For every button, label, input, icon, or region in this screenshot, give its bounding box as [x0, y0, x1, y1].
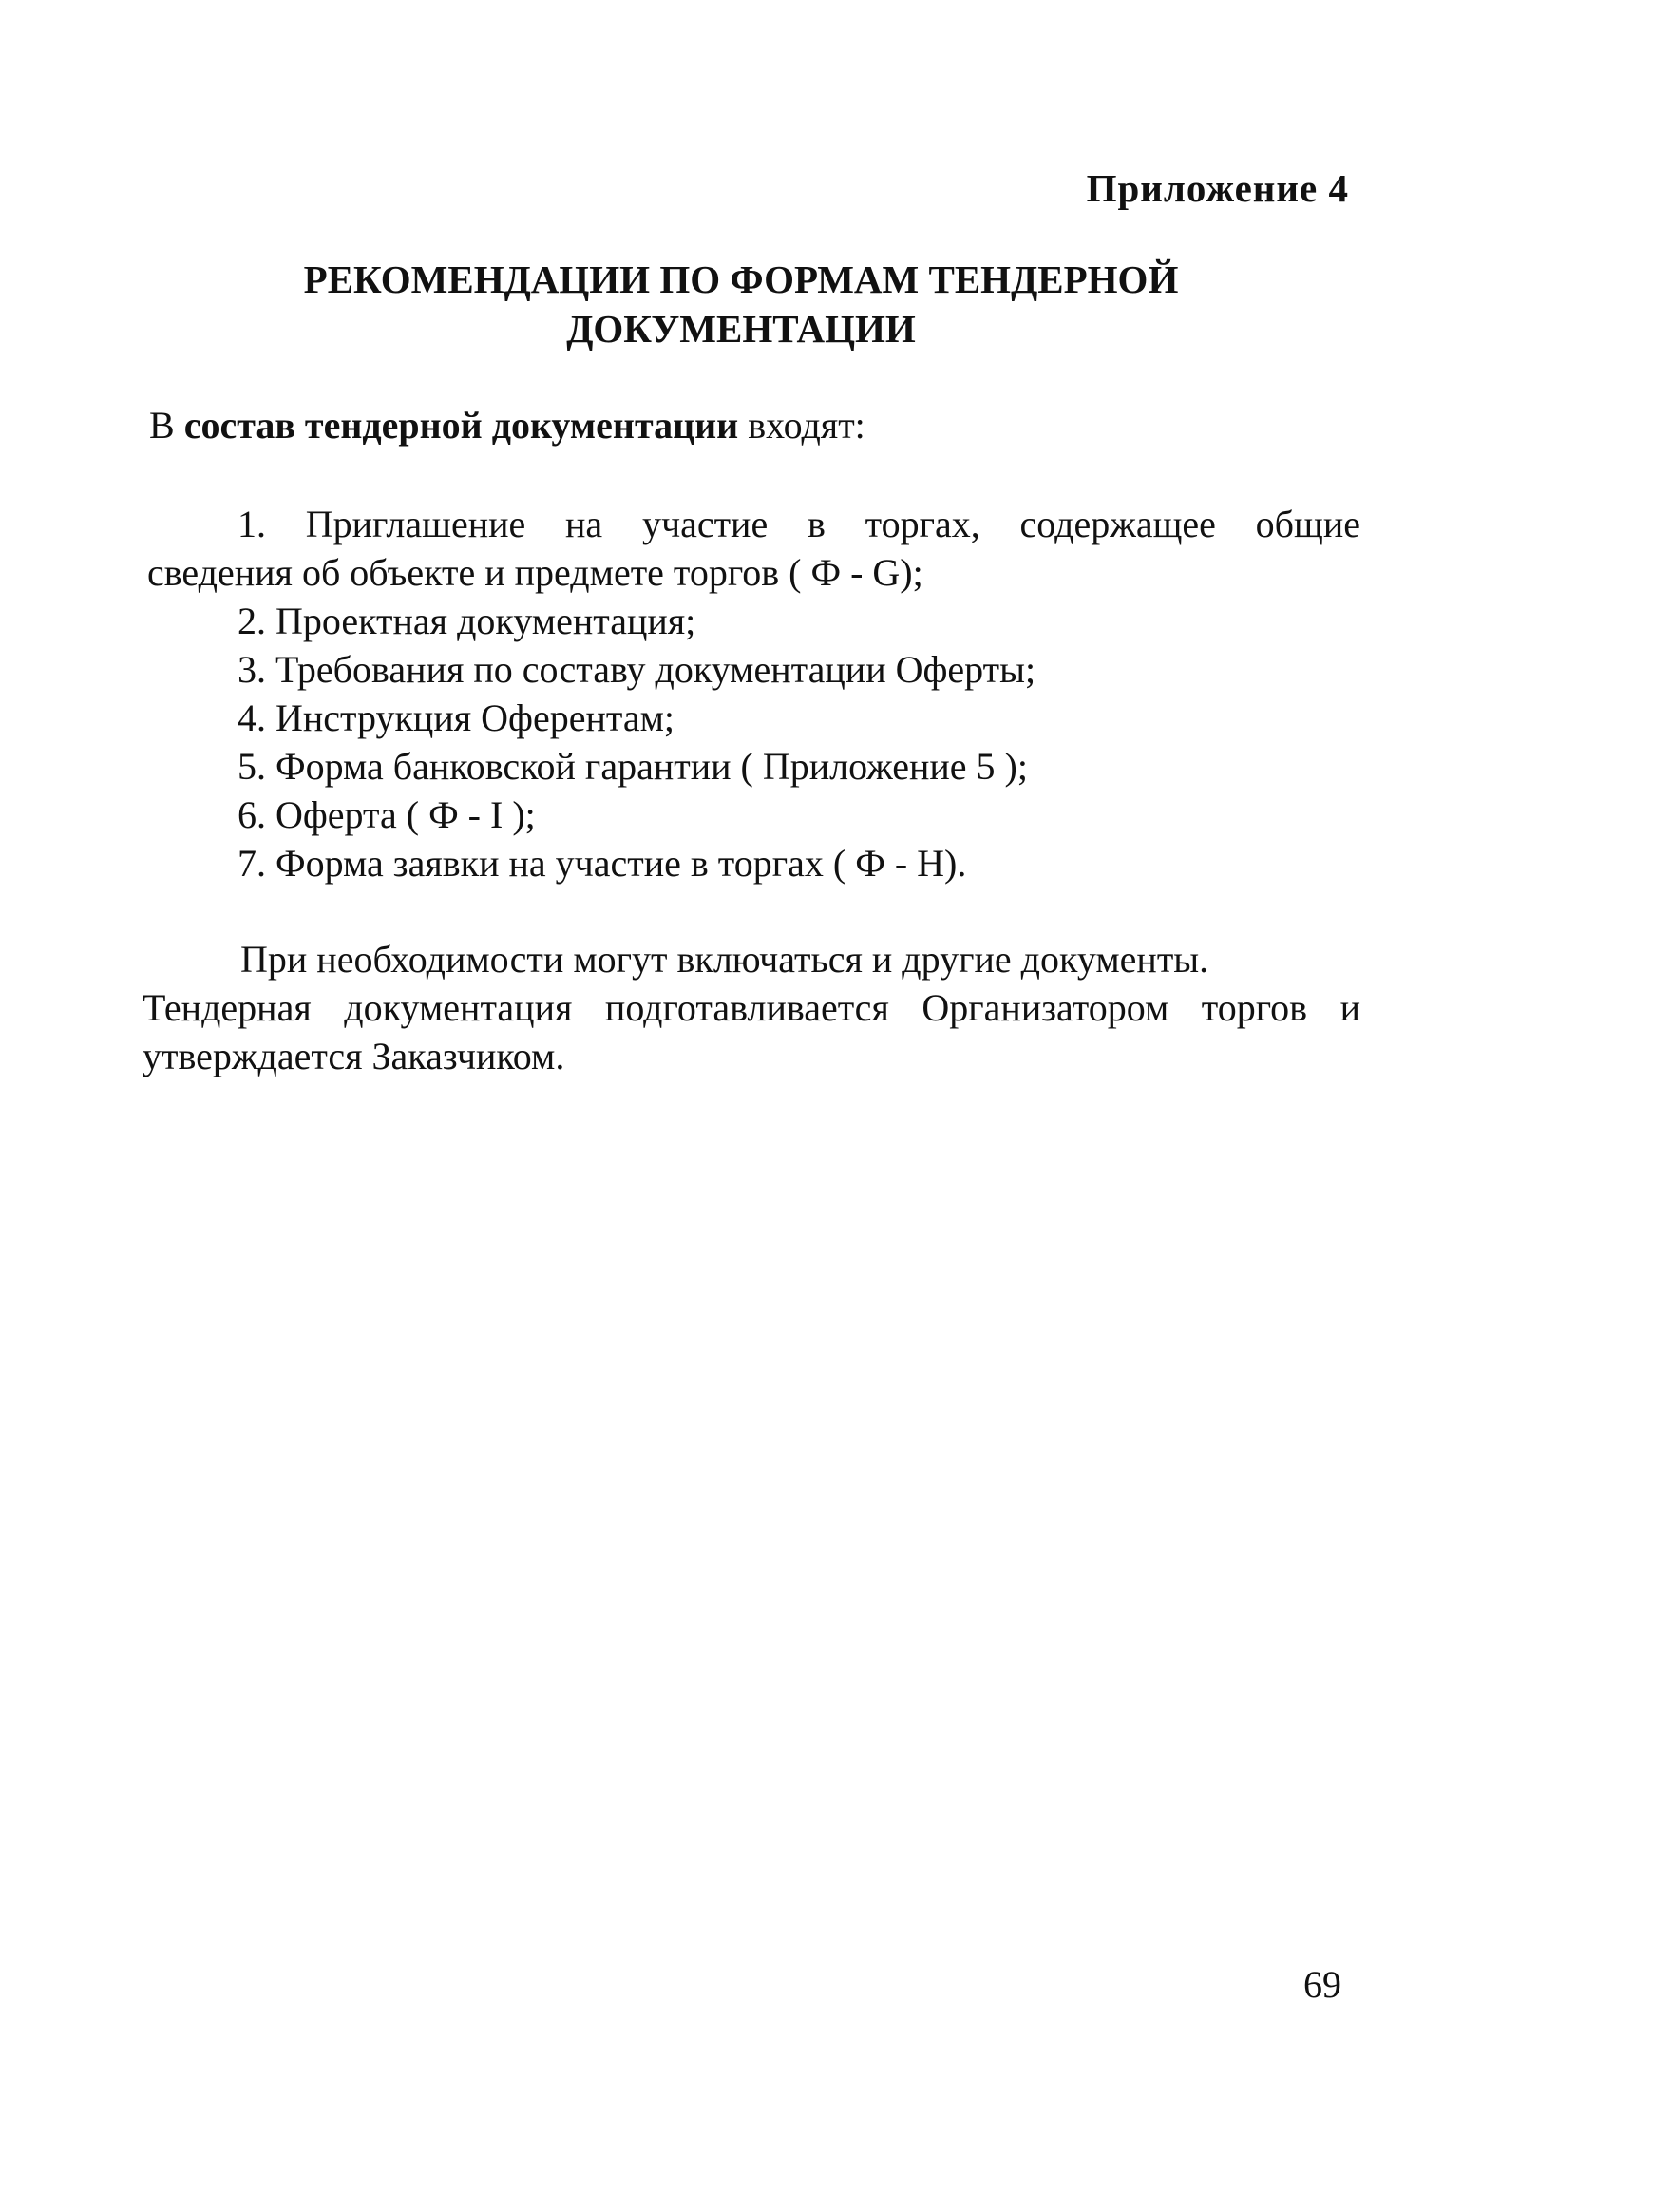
documents-list [147, 500, 1360, 887]
list-item [147, 500, 1360, 597]
list-item: 7. Форма заявки на участие в торгах ( Ф - H). [238, 842, 967, 885]
intro-suffix: входят: [738, 404, 865, 447]
document-title [228, 255, 1254, 353]
intro-sentence [149, 401, 865, 450]
list-item: 6. Оферта ( Ф - I ); [238, 793, 536, 836]
list-item-1-line-2: сведения об объекте и предмете торгов ( Ф - G); [147, 551, 923, 594]
closing-line-3: утверждается Заказчиком. [142, 1035, 565, 1077]
list-item: 5. Форма банковской гарантии ( Приложение 5 ); [238, 745, 1028, 788]
closing-paragraph [142, 935, 1360, 1080]
title-line-2: ДОКУМЕНТАЦИИ [566, 307, 916, 351]
list-item: 3. Требования по составу документации Оферты; [238, 648, 1036, 691]
closing-line-2: Тендерная документация подготавливается Организатором торгов и [142, 986, 1360, 1029]
list-item: 4. Инструкция Оферентам; [238, 696, 674, 739]
title-line-1: РЕКОМЕНДАЦИИ ПО ФОРМАМ ТЕНДЕРНОЙ [303, 257, 1179, 301]
closing-line-1: При необходимости могут включаться и другие документы. [240, 938, 1209, 981]
appendix-label: Приложение 4 [1086, 166, 1349, 210]
list-item-1-line-1: 1. Приглашение на участие в торгах, содержащее общие [238, 503, 1360, 545]
intro-prefix: В [149, 404, 184, 447]
page-number: 69 [1303, 1963, 1341, 2006]
list-item: 2. Проектная документация; [238, 600, 696, 642]
intro-bold-phrase: состав тендерной документации [183, 404, 739, 447]
